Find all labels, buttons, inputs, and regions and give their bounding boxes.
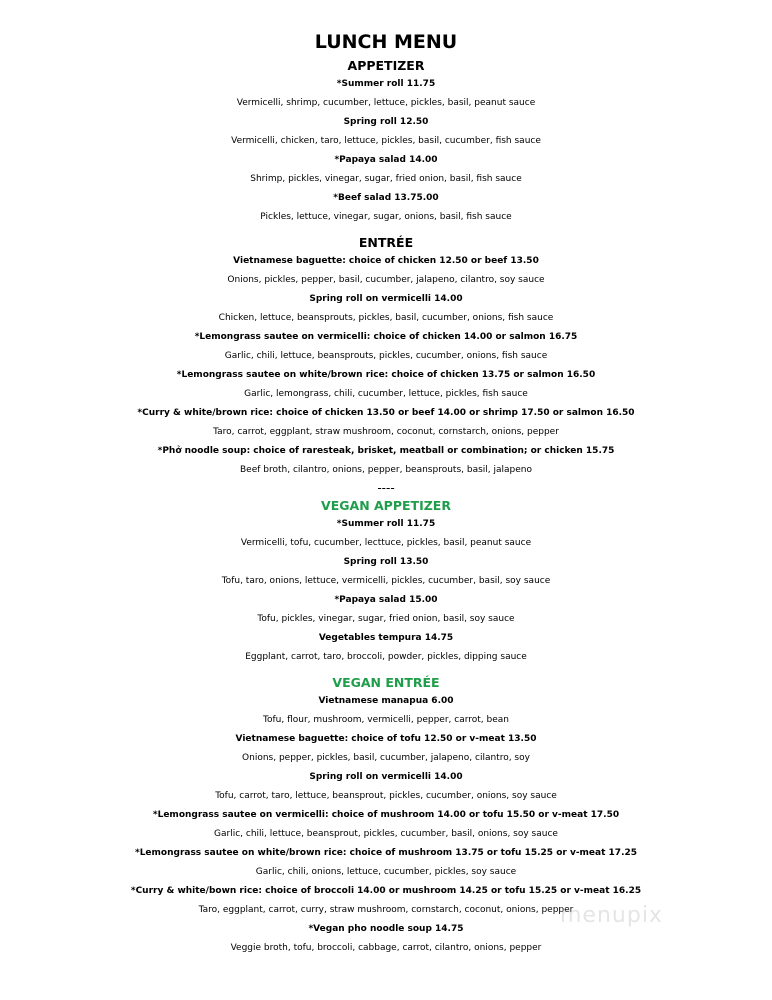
menu-item-description: Vermicelli, shrimp, cucumber, lettuce, pickles, basil, peanut sauce <box>236 98 536 108</box>
menu-item-description: Garlic, chili, lettuce, beansprout, pickles, cucumber, basil, onions, soy sauce <box>214 829 558 839</box>
vegan-entree-heading: VEGAN ENTRÉE <box>332 675 440 690</box>
menu-item-description: Taro, eggplant, carrot, curry, straw mushroom, cornstarch, coconut, onions, pepper <box>198 905 574 915</box>
lunch-menu <box>0 30 772 958</box>
menu-item-name: *Lemongrass sautee on vermicelli: choice of mushroom 14.00 or tofu 15.50 or v-meat 17.50 <box>152 810 620 820</box>
vegan-appetizer-heading: VEGAN APPETIZER <box>321 498 451 513</box>
menu-item-name: *Beef salad 13.75.00 <box>333 193 439 203</box>
menu-item-description: Pickles, lettuce, vinegar, sugar, onions, basil, fish sauce <box>260 212 512 222</box>
entree-heading: ENTRÉE <box>358 235 414 250</box>
menu-item-name: Spring roll on vermicelli 14.00 <box>309 772 463 782</box>
vegan-appetizer-section <box>0 515 772 667</box>
menu-item-name: *Curry & white/brown rice: choice of chicken 13.50 or beef 14.00 or shrimp 17.50 or salmon 16.50 <box>137 408 635 418</box>
menu-item-name: *Lemongrass sautee on vermicelli: choice of chicken 14.00 or salmon 16.75 <box>194 332 578 342</box>
menu-item-description: Chicken, lettuce, beansprouts, pickles, basil, cucumber, onions, fish sauce <box>218 313 554 323</box>
menu-item-description: Onions, pickles, pepper, basil, cucumber, jalapeno, cilantro, soy sauce <box>227 275 545 285</box>
appetizer-section <box>0 75 772 227</box>
menu-item-name: Spring roll 12.50 <box>343 117 429 127</box>
appetizer-heading: APPETIZER <box>347 58 425 73</box>
menu-item-name: Spring roll on vermicelli 14.00 <box>309 294 463 304</box>
menu-item-name: *Vegan pho noodle soup 14.75 <box>308 924 464 934</box>
menu-item-name: Vietnamese manapua 6.00 <box>318 696 454 706</box>
menu-item-description: Eggplant, carrot, taro, broccoli, powder, pickles, dipping sauce <box>245 652 527 662</box>
menu-item-description: Taro, carrot, eggplant, straw mushroom, coconut, cornstarch, onions, pepper <box>213 427 559 437</box>
menu-item-description: Garlic, chili, lettuce, beansprouts, pickles, cucumber, onions, fish sauce <box>224 351 548 361</box>
menu-item-description: Garlic, chili, onions, lettuce, cucumber, pickles, soy sauce <box>255 867 517 877</box>
menu-item-description: Tofu, taro, onions, lettuce, vermicelli, pickles, cucumber, basil, soy sauce <box>221 576 551 586</box>
menu-title: LUNCH MENU <box>314 31 458 53</box>
entree-section <box>0 252 772 480</box>
menu-item-name: *Summer roll 11.75 <box>336 79 436 89</box>
watermark: menupix <box>560 903 663 928</box>
menu-item-name: Vietnamese baguette: choice of tofu 12.50 or v-meat 13.50 <box>235 734 537 744</box>
menu-item-name: *Summer roll 11.75 <box>336 519 436 529</box>
menu-item-name: Vietnamese baguette: choice of chicken 12.50 or beef 13.50 <box>233 256 539 266</box>
menu-item-name: *Papaya salad 15.00 <box>334 595 438 605</box>
menu-item-description: Veggie broth, tofu, broccoli, cabbage, carrot, cilantro, onions, pepper <box>230 943 542 953</box>
menu-item-name: *Lemongrass sautee on white/brown rice: choice of chicken 13.75 or salmon 16.50 <box>176 370 596 380</box>
menu-item-name: *Curry & white/bown rice: choice of broccoli 14.00 or mushroom 14.25 or tofu 15.25 or v-meat 16.25 <box>130 886 642 896</box>
menu-item-name: Spring roll 13.50 <box>343 557 429 567</box>
menu-item-description: Tofu, carrot, taro, lettuce, beansprout, pickles, cucumber, onions, soy sauce <box>215 791 557 801</box>
menu-item-description: Onions, pepper, pickles, basil, cucumber, jalapeno, cilantro, soy <box>242 753 530 763</box>
menu-item-description: Garlic, lemongrass, chili, cucumber, lettuce, pickles, fish sauce <box>244 389 528 399</box>
menu-item-description: Tofu, pickles, vinegar, sugar, fried onion, basil, soy sauce <box>257 614 515 624</box>
section-separator: ---- <box>377 481 395 495</box>
menu-item-description: Shrimp, pickles, vinegar, sugar, fried onion, basil, fish sauce <box>250 174 522 184</box>
menu-item-description: Beef broth, cilantro, onions, pepper, beansprouts, basil, jalapeno <box>239 465 532 475</box>
menu-item-name: *Phở noodle soup: choice of raresteak, brisket, meatball or combination; or chicken 15.75 <box>157 446 615 456</box>
menu-item-description: Vermicelli, chicken, taro, lettuce, pickles, basil, cucumber, fish sauce <box>231 136 541 146</box>
menu-item-name: *Lemongrass sautee on white/brown rice: choice of mushroom 13.75 or tofu 15.25 or v-meat 17.25 <box>134 848 638 858</box>
menu-item-name: Vegetables tempura 14.75 <box>318 633 454 643</box>
menu-item-description: Vermicelli, tofu, cucumber, lecttuce, pickles, basil, peanut sauce <box>240 538 532 548</box>
menu-item-name: *Papaya salad 14.00 <box>334 155 438 165</box>
menu-item-description: Tofu, flour, mushroom, vermicelli, pepper, carrot, bean <box>263 715 509 725</box>
